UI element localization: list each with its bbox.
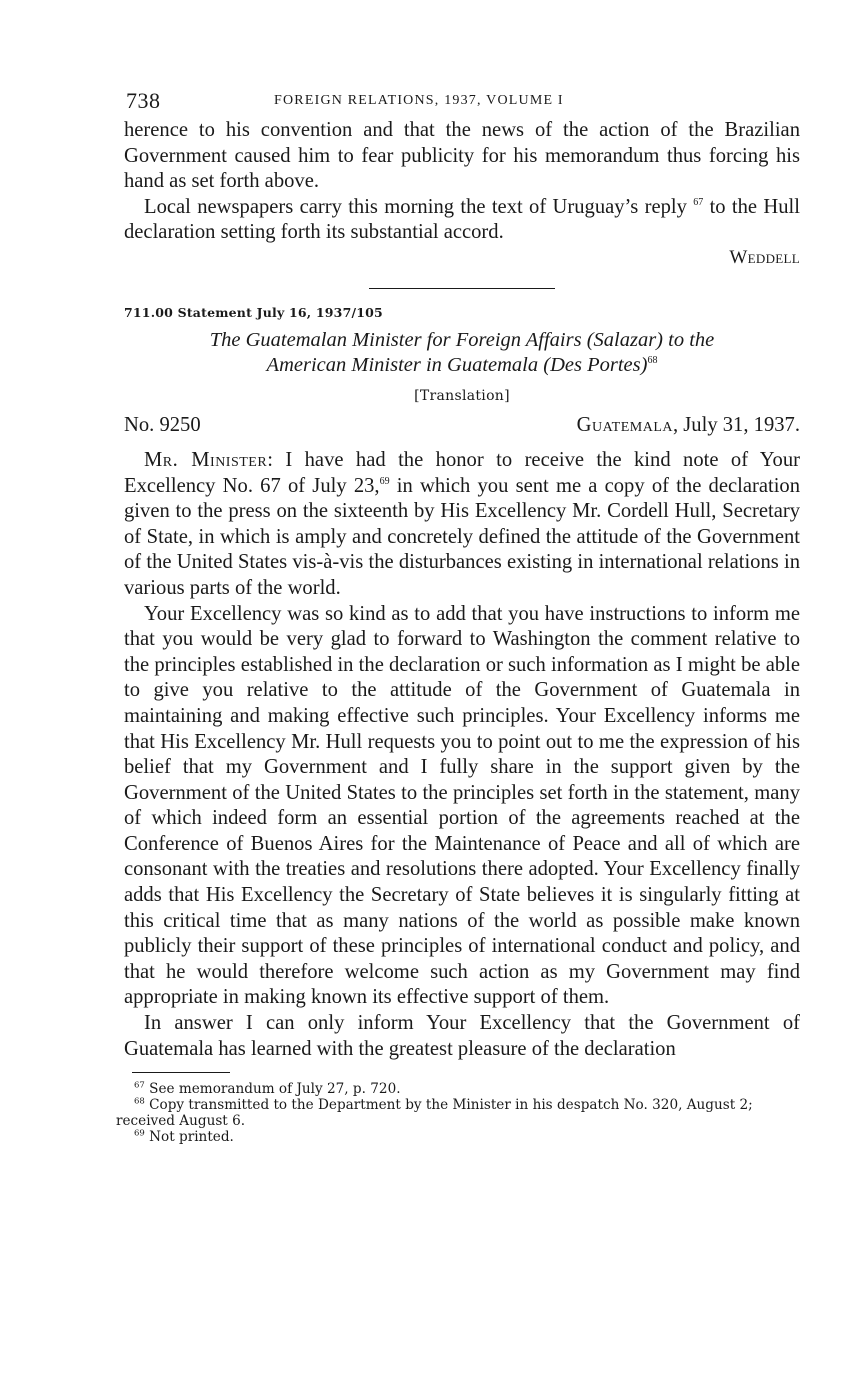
footnotes	[116, 1081, 800, 1145]
continuation-paragraph: herence to his convention and that the news of the action of the Brazilian Government caused him to fear publicity for his memorandum thus forcing his hand as set forth above.	[124, 119, 800, 193]
note-number: No. 9250	[124, 413, 201, 436]
letter-paragraph-1	[124, 448, 800, 602]
letter-p1-a: : I have had the honor to receive the kind note of Your Excellency No. 67 of July 23,	[124, 448, 801, 497]
date: , July 31, 1937.	[672, 413, 800, 436]
document-title	[124, 328, 800, 378]
footnote-text: Not printed.	[144, 1129, 234, 1146]
footnote-number: 68	[134, 1096, 145, 1107]
salutation: Mr. Minister	[144, 448, 268, 471]
footnote-67	[116, 1081, 800, 1097]
page-number: 738	[126, 88, 161, 113]
footnote-number: 67	[134, 1080, 145, 1091]
file-number: 711.00 Statement July 16, 1937/105	[124, 304, 383, 320]
footnote-68	[116, 1097, 800, 1129]
document-title-line1: The Guatemalan Minister for Foreign Affairs (Salazar) to the	[209, 328, 715, 351]
uruguay-text-after: to the Hull declaration setting forth its substantial accord.	[124, 195, 801, 244]
uruguay-paragraph	[124, 195, 800, 246]
footnote-text: See memorandum of July 27, p. 720.	[144, 1081, 401, 1098]
footnote-ref-68: 68	[647, 355, 658, 367]
letter-p1-b: in which you sent me a copy of the declaration given to the press on the sixteenth by His Excellency Mr. Cordell Hull, Secretary of State, in which is amply and concretely defined the attitude of the Government of the United States vis-à-vis the disturbances existing in international relations in various parts of the world.	[124, 474, 801, 599]
place-date	[577, 412, 800, 438]
footnote-divider	[132, 1072, 230, 1073]
footnote-69	[116, 1129, 800, 1145]
section-divider	[369, 288, 555, 289]
footnote-text: Copy transmitted to the Department by the Minister in his despatch No. 320, August 2; received August 6.	[116, 1097, 753, 1130]
place: Guatemala	[576, 413, 673, 436]
document-page	[116, 88, 801, 1146]
footnote-ref-67: 67	[693, 196, 704, 208]
letter-paragraph-2: Your Excellency was so kind as to add that you have instructions to inform me that you would be very glad to forward to Washington the comment relative to the principles established in the declaration or such information as I might be able to give you relative to the attitude of the Government of Guatemala in maintaining and making effective such principles. Your Excellency informs me that His Excellency Mr. Hull requests you to point out to me the expression of his belief that my Government and I fully share in the support given by the Government of the United States to the principles set forth in the statement, many of which indeed form an essential portion of the agreements reached at the Conference of Buenos Aires for the Maintenance of Peace and all of which are consonant with the treaties and resolutions there adopted. Your Excellency finally adds that His Excellency the Secretary of State believes it is singularly fitting at this critical time that as many nations of the world as possible make known publicly their support of these principles of international conduct and policy, and that he would therefore welcome such action as my Government may find appropriate in making known its effective support of them.	[124, 602, 800, 1009]
running-head	[124, 88, 800, 118]
letter-paragraph-3: In answer I can only inform Your Excellency that the Government of Guatemala has learned with the greatest pleasure of the declaration	[124, 1012, 800, 1060]
translation-label: [Translation]	[414, 387, 510, 404]
footnote-ref-69: 69	[379, 475, 390, 487]
letter-body	[124, 448, 800, 1062]
uruguay-text: Local newspapers carry this morning the text of Uruguay’s reply	[144, 195, 687, 218]
dateline	[124, 412, 800, 438]
document-title-line2: American Minister in Guatemala (Des Portes)	[266, 353, 648, 376]
footnote-number: 69	[134, 1128, 145, 1139]
running-title: FOREIGN RELATIONS, 1937, VOLUME I	[274, 93, 564, 108]
signature: Weddell	[729, 246, 800, 268]
